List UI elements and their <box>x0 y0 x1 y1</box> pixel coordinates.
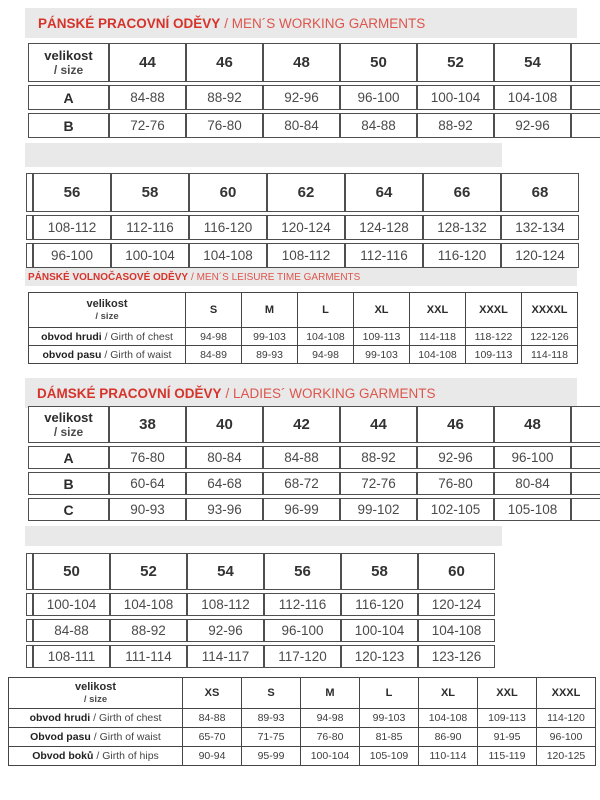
size-header-cell: XXXL <box>466 293 522 328</box>
value-cell: 108-112 <box>267 243 345 268</box>
size-header-cell: 50 <box>340 43 417 82</box>
size-header-cell <box>571 43 600 82</box>
value-cell: 120-124 <box>418 593 495 616</box>
value-cell: 110-114 <box>419 747 478 766</box>
value-cell: 99-103 <box>242 328 298 346</box>
value-cell: 116-120 <box>423 243 501 268</box>
value-cell: 80-84 <box>186 446 263 469</box>
stub-cell <box>26 173 33 212</box>
value-cell: 76-80 <box>417 472 494 495</box>
value-cell: 96-100 <box>33 243 111 268</box>
value-cell: 124-128 <box>345 215 423 240</box>
section-title-cz: DÁMSKÉ PRACOVNÍ ODĚVY <box>37 385 222 401</box>
value-cell: 114-120 <box>537 709 596 728</box>
value-cell: 94-98 <box>298 346 354 364</box>
separator-bar-1 <box>25 143 502 167</box>
value-cell: 114-117 <box>187 645 264 668</box>
size-header-cell: 44 <box>109 43 186 82</box>
value-cell: 65-70 <box>183 728 242 747</box>
value-cell: 95-99 <box>242 747 301 766</box>
value-cell: 80-84 <box>263 113 340 138</box>
value-cell: 117-120 <box>264 645 341 668</box>
measure-label-cell: A <box>28 446 109 469</box>
section-title-en: / MEN´S LEISURE TIME GARMENTS <box>191 271 361 283</box>
value-cell: 109-113 <box>478 709 537 728</box>
value-cell: 84-88 <box>109 85 186 110</box>
size-header-cell: 44 <box>340 406 417 443</box>
section-header-mens-leisure <box>25 268 577 286</box>
size-header-cell: M <box>242 293 298 328</box>
value-cell <box>571 472 600 495</box>
size-label-cell: velikost / size <box>29 293 186 328</box>
value-cell: 104-108 <box>189 243 267 268</box>
value-cell: 92-96 <box>417 446 494 469</box>
size-header-cell: XS <box>183 678 242 709</box>
value-cell: 114-118 <box>522 346 578 364</box>
value-cell: 112-116 <box>111 215 189 240</box>
value-cell: 94-98 <box>186 328 242 346</box>
section-title-en: / LADIES´ WORKING GARMENTS <box>225 385 436 401</box>
value-cell <box>571 498 600 521</box>
size-header-cell: XXL <box>410 293 466 328</box>
size-table-ladies-xs-xxxl <box>8 677 596 766</box>
value-cell: 88-92 <box>417 113 494 138</box>
size-header-cell: 66 <box>423 173 501 212</box>
measure-label-cell: A <box>28 85 109 110</box>
size-header-cell: 46 <box>186 43 263 82</box>
size-label-cell: velikost / size <box>28 406 109 443</box>
size-header-cell: L <box>360 678 419 709</box>
value-cell: 86-90 <box>419 728 478 747</box>
value-cell: 80-84 <box>494 472 571 495</box>
value-cell: 96-100 <box>537 728 596 747</box>
value-cell: 115-119 <box>478 747 537 766</box>
value-cell: 132-134 <box>501 215 579 240</box>
value-cell: 104-108 <box>298 328 354 346</box>
value-cell: 96-100 <box>494 446 571 469</box>
table-region-mens-working-2 <box>26 173 600 273</box>
size-header-cell: 60 <box>418 553 495 590</box>
measure-label-cell: obvod hrudi / Girth of chest <box>29 328 186 346</box>
table-region-mens-working-1 <box>28 43 600 143</box>
value-cell: 123-126 <box>418 645 495 668</box>
size-header-cell: S <box>186 293 242 328</box>
value-cell: 118-122 <box>466 328 522 346</box>
measure-label-cell: B <box>28 113 109 138</box>
size-header-cell: 62 <box>267 173 345 212</box>
value-cell: 100-104 <box>301 747 360 766</box>
value-cell: 128-132 <box>423 215 501 240</box>
stub-cell <box>26 243 33 268</box>
size-header-cell: XXL <box>478 678 537 709</box>
value-cell: 109-113 <box>354 328 410 346</box>
size-header-cell: 52 <box>110 553 187 590</box>
size-header-cell: 46 <box>417 406 494 443</box>
size-header-cell: 50 <box>33 553 110 590</box>
value-cell: 109-113 <box>466 346 522 364</box>
stub-cell <box>26 645 33 668</box>
value-cell: 108-111 <box>33 645 110 668</box>
value-cell: 108-112 <box>187 593 264 616</box>
value-cell: 102-105 <box>417 498 494 521</box>
value-cell: 112-116 <box>264 593 341 616</box>
size-header-cell: 64 <box>345 173 423 212</box>
size-label-cell: velikost / size <box>28 43 109 82</box>
table-region-ladies-working-1 <box>28 406 600 526</box>
value-cell: 120-125 <box>537 747 596 766</box>
separator-bar-2 <box>25 526 502 546</box>
stub-cell <box>26 619 33 642</box>
value-cell: 90-93 <box>109 498 186 521</box>
value-cell: 90-94 <box>183 747 242 766</box>
value-cell: 93-96 <box>186 498 263 521</box>
value-cell: 116-120 <box>341 593 418 616</box>
value-cell: 84-88 <box>340 113 417 138</box>
value-cell <box>571 85 600 110</box>
value-cell: 84-88 <box>183 709 242 728</box>
value-cell: 71-75 <box>242 728 301 747</box>
size-header-cell: L <box>298 293 354 328</box>
value-cell: 112-116 <box>345 243 423 268</box>
size-header-cell: 68 <box>501 173 579 212</box>
size-table-mens-leisure <box>28 292 578 364</box>
value-cell: 122-126 <box>522 328 578 346</box>
size-header-cell: XXXXL <box>522 293 578 328</box>
value-cell: 120-124 <box>501 243 579 268</box>
value-cell: 111-114 <box>110 645 187 668</box>
size-header-cell: M <box>301 678 360 709</box>
value-cell: 99-103 <box>354 346 410 364</box>
size-header-cell: 60 <box>189 173 267 212</box>
value-cell: 104-108 <box>494 85 571 110</box>
value-cell <box>571 113 600 138</box>
value-cell: 100-104 <box>341 619 418 642</box>
value-cell: 84-88 <box>263 446 340 469</box>
value-cell: 92-96 <box>187 619 264 642</box>
value-cell: 76-80 <box>301 728 360 747</box>
size-header-cell: 48 <box>263 43 340 82</box>
value-cell: 104-108 <box>410 346 466 364</box>
value-cell: 91-95 <box>478 728 537 747</box>
size-table-mens-working-56-68 <box>26 173 579 271</box>
size-header-cell: 58 <box>111 173 189 212</box>
value-cell: 68-72 <box>263 472 340 495</box>
value-cell: 94-98 <box>301 709 360 728</box>
value-cell: 104-108 <box>418 619 495 642</box>
table-region-mens-leisure <box>28 292 600 368</box>
size-header-cell: 58 <box>341 553 418 590</box>
section-title-cz: PÁNSKÉ PRACOVNÍ ODĚVY <box>38 15 221 31</box>
size-header-cell: 54 <box>494 43 571 82</box>
value-cell: 88-92 <box>110 619 187 642</box>
value-cell: 89-93 <box>242 709 301 728</box>
value-cell: 105-109 <box>360 747 419 766</box>
section-title-cz: PÁNSKÉ VOLNOČASOVÉ ODĚVY <box>28 271 189 283</box>
measure-label-cell: Obvod pasu / Girth of waist <box>9 728 183 747</box>
value-cell: 88-92 <box>186 85 263 110</box>
size-table-ladies-working-50-60 <box>26 553 495 671</box>
value-cell: 104-108 <box>419 709 478 728</box>
value-cell: 96-100 <box>340 85 417 110</box>
measure-label-cell: obvod pasu / Girth of waist <box>29 346 186 364</box>
value-cell: 99-102 <box>340 498 417 521</box>
size-header-cell: 48 <box>494 406 571 443</box>
value-cell: 64-68 <box>186 472 263 495</box>
section-header-mens-working <box>25 8 577 38</box>
size-header-cell: 56 <box>33 173 111 212</box>
value-cell: 120-124 <box>267 215 345 240</box>
stub-cell <box>26 593 33 616</box>
size-table-ladies-working-38-48 <box>28 406 600 524</box>
value-cell: 92-96 <box>494 113 571 138</box>
size-header-cell: 42 <box>263 406 340 443</box>
section-title-en: / MEN´S WORKING GARMENTS <box>224 15 426 31</box>
size-header-cell: XL <box>354 293 410 328</box>
size-header-cell: XXXL <box>537 678 596 709</box>
size-header-cell: XL <box>419 678 478 709</box>
measure-label-cell: Obvod boků / Girth of hips <box>9 747 183 766</box>
value-cell: 116-120 <box>189 215 267 240</box>
size-header-cell: 56 <box>264 553 341 590</box>
value-cell: 84-89 <box>186 346 242 364</box>
value-cell: 96-99 <box>263 498 340 521</box>
value-cell <box>571 446 600 469</box>
value-cell: 120-123 <box>341 645 418 668</box>
stub-cell <box>26 553 33 590</box>
value-cell: 100-104 <box>33 593 110 616</box>
size-header-cell: 38 <box>109 406 186 443</box>
value-cell: 92-96 <box>263 85 340 110</box>
size-header-cell: 54 <box>187 553 264 590</box>
measure-label-cell: C <box>28 498 109 521</box>
value-cell: 96-100 <box>264 619 341 642</box>
value-cell: 100-104 <box>111 243 189 268</box>
value-cell: 99-103 <box>360 709 419 728</box>
size-header-cell: 52 <box>417 43 494 82</box>
stub-cell <box>26 215 33 240</box>
value-cell: 60-64 <box>109 472 186 495</box>
size-header-cell: S <box>242 678 301 709</box>
value-cell: 76-80 <box>109 446 186 469</box>
size-header-cell: 40 <box>186 406 263 443</box>
value-cell: 89-93 <box>242 346 298 364</box>
size-table-mens-working-44-54 <box>28 43 600 141</box>
size-label-cell: velikost / size <box>9 678 183 709</box>
value-cell: 105-108 <box>494 498 571 521</box>
section-header-ladies-working <box>25 378 577 408</box>
measure-label-cell: B <box>28 472 109 495</box>
value-cell: 100-104 <box>417 85 494 110</box>
measure-label-cell: obvod hrudi / Girth of chest <box>9 709 183 728</box>
size-header-cell <box>571 406 600 443</box>
table-region-ladies-girth <box>8 677 600 769</box>
value-cell: 81-85 <box>360 728 419 747</box>
value-cell: 114-118 <box>410 328 466 346</box>
value-cell: 72-76 <box>340 472 417 495</box>
value-cell: 88-92 <box>340 446 417 469</box>
value-cell: 108-112 <box>33 215 111 240</box>
value-cell: 76-80 <box>186 113 263 138</box>
value-cell: 84-88 <box>33 619 110 642</box>
value-cell: 104-108 <box>110 593 187 616</box>
value-cell: 72-76 <box>109 113 186 138</box>
table-region-ladies-working-2 <box>26 553 600 673</box>
